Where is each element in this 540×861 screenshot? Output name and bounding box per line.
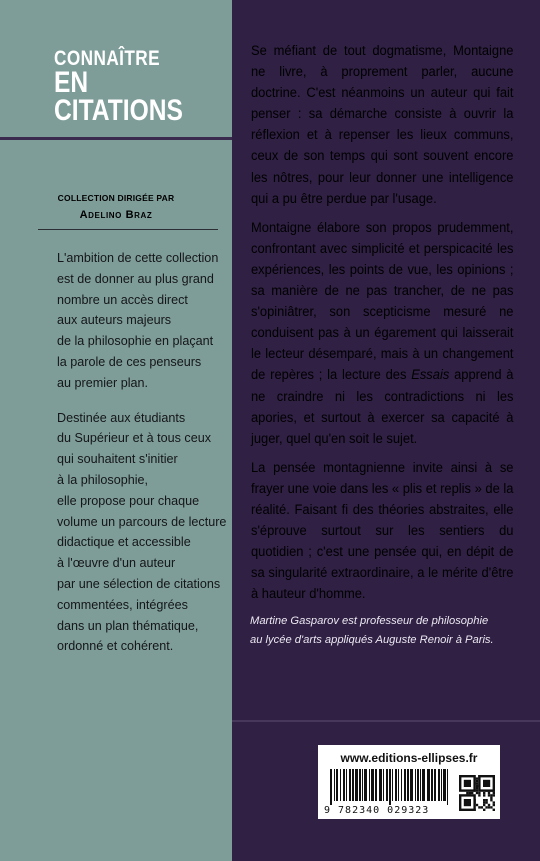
series-title xyxy=(54,48,193,125)
intro-line: de la philosophie en plaçant xyxy=(57,334,214,349)
book-title-essais: Essais xyxy=(411,367,450,383)
intro-line: volume un parcours de lecture xyxy=(57,514,227,529)
qr-code-icon xyxy=(459,771,495,815)
collection-director: Adelino Braz xyxy=(79,209,153,221)
barcode-label xyxy=(318,745,500,819)
intro-line: qui souhaitent s'initier xyxy=(57,452,178,467)
intro-line: commentées, intégrées xyxy=(57,597,188,612)
intro-line: ordonné et cohérent. xyxy=(57,639,174,654)
intro-line: est de donner au plus grand xyxy=(57,271,214,286)
author-bio-line1: Martine Gasparov est professeur de philosophie xyxy=(250,615,489,627)
intro-line: du Supérieur et à tous ceux xyxy=(57,431,212,446)
intro-line: la parole de ces penseurs xyxy=(57,354,202,369)
intro-paragraph-2 xyxy=(57,408,227,658)
intro-line: au premier plan. xyxy=(57,375,149,390)
body-text-run: Montaigne élabore son propos prudemment, confrontant avec simplicité et perspicacité les expériences, les points de vue, les opinions ; sa manière de ne pas trancher, de ne pas s'opiniâtrer, son scepticisme mesuré ne conduisent pas à un égarement qui laisserait le lecteur désemparé, mais à un changement de repères ; la lecture des xyxy=(251,219,514,383)
back-cover-text xyxy=(251,40,513,612)
intro-line: par une sélection de citations xyxy=(57,576,221,591)
collection-label: COLLECTION DIRIGÉE PAR xyxy=(57,193,175,203)
intro-line: dans un plan thématique, xyxy=(57,618,199,633)
collection-credit xyxy=(0,193,232,221)
intro-line: à l'œuvre d'un auteur xyxy=(57,556,176,571)
body-paragraph-2 xyxy=(251,217,513,449)
series-title-line2: EN CITATIONS xyxy=(54,66,183,127)
intro-line: Destinée aux étudiants xyxy=(57,410,186,425)
intro-line: aux auteurs majeurs xyxy=(57,313,172,328)
author-bio-line2: au lycée d'arts appliqués Auguste Renoir à Paris. xyxy=(250,634,494,646)
intro-line: didactique et accessible xyxy=(57,535,191,550)
divider xyxy=(38,229,218,230)
body-paragraph-3: La pensée montagnienne invite ainsi à se frayer une voie dans les « plis et replis » de la réalité. Faisant fi des théories abstraites, elle s'éprouve surtout sur les sentiers du quotidien ; c'est une pensée qui, en dépit de sa singularité extraordinaire, a le mérite d'être à hauteur d'homme. xyxy=(251,459,514,602)
intro-line: elle propose pour chaque xyxy=(57,493,200,508)
divider xyxy=(0,137,232,140)
isbn-digits: 9 782340 029323 xyxy=(324,805,430,816)
intro-line: à la philosophie, xyxy=(57,472,149,487)
collection-intro xyxy=(57,248,227,671)
body-paragraph-1: Se méfiant de tout dogmatisme, Montaigne ne livre, à proprement parler, aucune doctrine. C'est néanmoins un auteur qui fait penser : sa démarche consiste à ouvrir la réflexion et à repenser les lieux communs, ceux de son temps qui sont souvent encore les nôtres, pour leur donner une intelligence qui a pu être perdue par l'usage. xyxy=(251,43,514,206)
publisher-url: www.editions-ellipses.fr xyxy=(340,751,478,765)
intro-paragraph-1 xyxy=(57,248,227,394)
divider xyxy=(232,720,540,722)
intro-line: L'ambition de cette collection xyxy=(57,251,219,265)
intro-line: nombre un accès direct xyxy=(57,292,188,307)
series-title-line1: CONNAÎTRE xyxy=(54,47,161,70)
body-text-run: apprend à ne craindre ni les contradictions ni les apories, et surtout à exercer sa capacité à juger, quel qu'en soit le sujet. xyxy=(251,367,514,446)
isbn-barcode-icon xyxy=(330,769,452,805)
author-bio xyxy=(250,612,530,650)
